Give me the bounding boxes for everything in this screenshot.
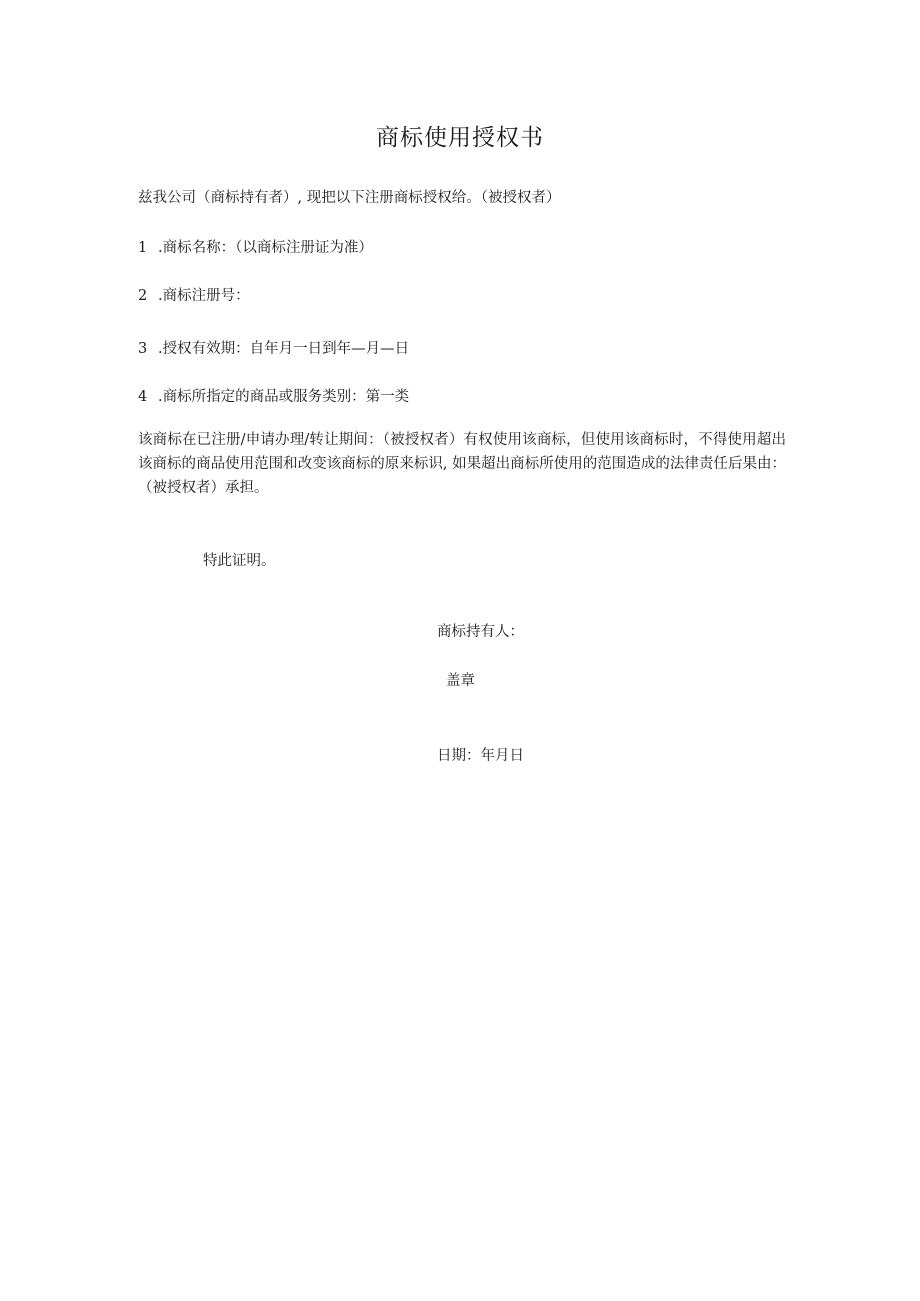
item-2 [138, 284, 250, 308]
document-title: 商标使用授权书 [376, 125, 544, 151]
item-4 [138, 385, 409, 409]
intro-line: 兹我公司（商标持有者）, 现把以下注册商标授权给。（被授权者） [138, 190, 561, 206]
holder-label: 商标持有人： [437, 624, 524, 640]
item-number: 3 [138, 341, 148, 357]
item-number: 1 [138, 240, 148, 256]
seal-label: 盖章 [446, 673, 475, 689]
item-text: .商标所指定的商品或服务类别：第一类 [158, 389, 410, 405]
item-text: .授权有效期：自年月一日到年—月—日 [158, 341, 410, 357]
item-number: 4 [138, 389, 148, 405]
item-text: .商标名称：（以商标注册证为准） [158, 240, 373, 256]
certify-line: 特此证明。 [203, 553, 276, 569]
item-3 [138, 337, 409, 361]
date-label: 日期：年月日 [437, 748, 524, 764]
body-paragraph: 该商标在已注册/申请办理/转让期间：（被授权者）有权使用该商标，但使用该商标时，不得使用超出该商标的商品使用范围和改变该商标的原来标识, 如果超出商标所使用的范围造成的法律责任后果由：（被授权者）承担。 [138, 432, 786, 496]
item-1 [138, 236, 373, 260]
item-number: 2 [138, 288, 148, 304]
item-text: .商标注册号： [158, 288, 250, 304]
